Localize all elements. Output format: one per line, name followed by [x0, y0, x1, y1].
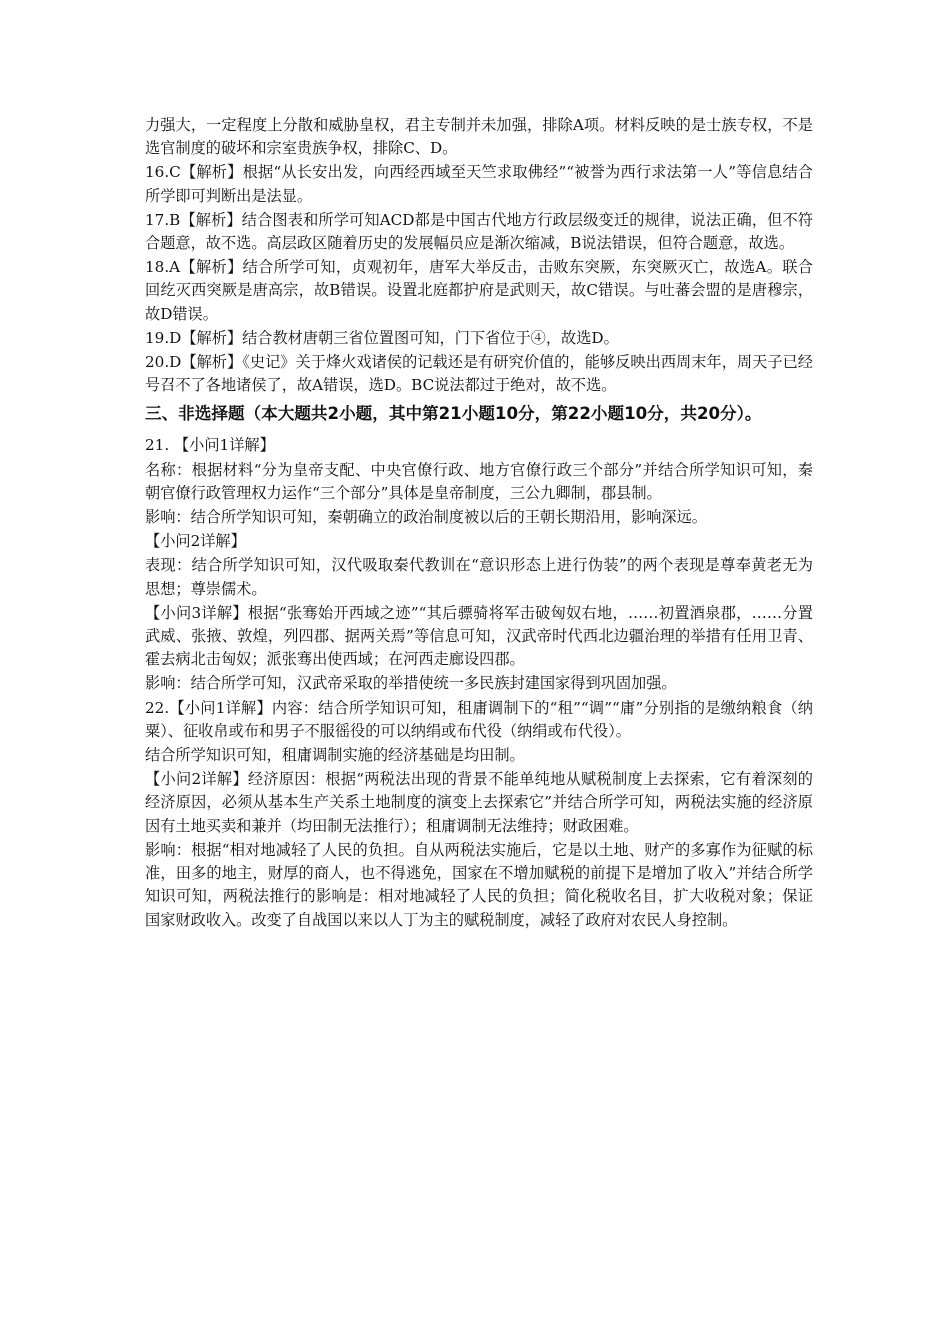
- q21-label: 21. 【小问1详解】: [145, 436, 275, 455]
- q21-performance: 表现：结合所学知识可知，汉代吸取秦代教训在“意识形态上进行伪装”的两个表现是尊奉黄老无为思想；尊崇儒术。: [145, 556, 813, 598]
- q21-sub3: 【小问3详解】根据“张骞始开西域之迹”“其后骠骑将军击破匈奴右地，……初置酒泉郡，……分置武威、张掖、敦煌，列四郡、据两关焉”等信息可知，汉武帝时代西北边疆治理的举措有任用卫青、霍去病北击匈奴；派张骞出使西域；在河西走廊设四郡。: [145, 603, 813, 669]
- answer-19: 19.D【解析】结合教材唐朝三省位置图可知，门下省位于④，故选D。: [145, 328, 619, 347]
- q21-sub2-label: 【小问2详解】: [145, 532, 246, 551]
- section-heading: 三、非选择题（本大题共2小题，其中第21小题10分，第22小题10分，共20分）。: [145, 404, 762, 424]
- answer-20: 20.D【解析】《史记》关于烽火戏诸侯的记载还是有研究价值的，能够反映出西周末年，周天子已经号召不了各地诸侯了，故A错误，选D。BC说法都过于绝对，故不选。: [145, 353, 813, 395]
- document-page: [145, 114, 813, 932]
- q21-sub3-impact: 影响：结合所学可知，汉武帝采取的举措使统一多民族封建国家得到巩固加强。: [145, 674, 677, 693]
- q21-name: 名称：根据材料“分为皇帝支配、中央官僚行政、地方官僚行政三个部分”并结合所学知识可知，秦朝官僚行政管理权力运作“三个部分”具体是皇帝制度，三公九卿制，郡县制。: [145, 460, 813, 502]
- q22-sub1: 22.【小问1详解】内容：结合所学知识可知，租庸调制下的“租”“调”“庸”分别指的是缴纳粮食（纳粟）、征收帛或布和男子不服徭役的可以纳绢或布代役（纳绢或布代役）。: [145, 698, 813, 740]
- answer-17: 17.B【解析】结合图表和所学可知ACD都是中国古代地方行政层级变迁的规律，说法正确，但不符合题意，故不选。高层政区随着历史的发展幅员应是渐次缩减，B说法错误，但符合题意，故选。: [145, 210, 813, 253]
- q22-sub2-impact: 影响：根据“相对地减轻了人民的负担。自从两税法实施后，它是以土地、财产的多寡作为征赋的标准，田多的地主，财厚的商人，也不得逃免，国家在不增加赋税的前提下是增加了收入”并结合所学知识可知，两税法推行的影响是：相对地减轻了人民的负担；简化税收名目，扩大收税对象；保证国家财政收入。改变了自战国以来以人丁为主的赋税制度，减轻了政府对农民人身控制。: [145, 840, 813, 929]
- answer-18: 18.A【解析】结合所学可知，贞观初年，唐军大举反击，击败东突厥，东突厥灭亡，故选A。联合回纥灭西突厥是唐高宗，故B错误。设置北庭都护府是武则天，故C错误。与吐蕃会盟的是唐穆宗，故D错误。: [145, 258, 813, 323]
- q21-impact: 影响：结合所学知识可知，秦朝确立的政治制度被以后的王朝长期沿用，影响深远。: [145, 508, 707, 527]
- answer-15-continued: 力强大，一定程度上分散和威胁皇权，君主专制并未加强，排除A项。材料反映的是士族专权，不是选官制度的破坏和宗室贵族争权，排除C、D。: [145, 116, 813, 158]
- answer-16: 16.C【解析】根据“从长安出发，向西经西域至天竺求取佛经”“被誉为西行求法第一人”等信息结合所学即可判断出是法显。: [145, 163, 813, 205]
- q22-sub1-basis: 结合所学知识可知，租庸调制实施的经济基础是均田制。: [145, 746, 525, 765]
- q22-sub2: 【小问2详解】经济原因：根据“两税法出现的背景不能单纯地从赋税制度上去探索，它有着深刻的经济原因，必须从基本生产关系土地制度的演变上去探索它”并结合所学可知，两税法实施的经济原因有土地买卖和兼并（均田制无法推行）；租庸调制无法维持；财政困难。: [145, 770, 813, 835]
